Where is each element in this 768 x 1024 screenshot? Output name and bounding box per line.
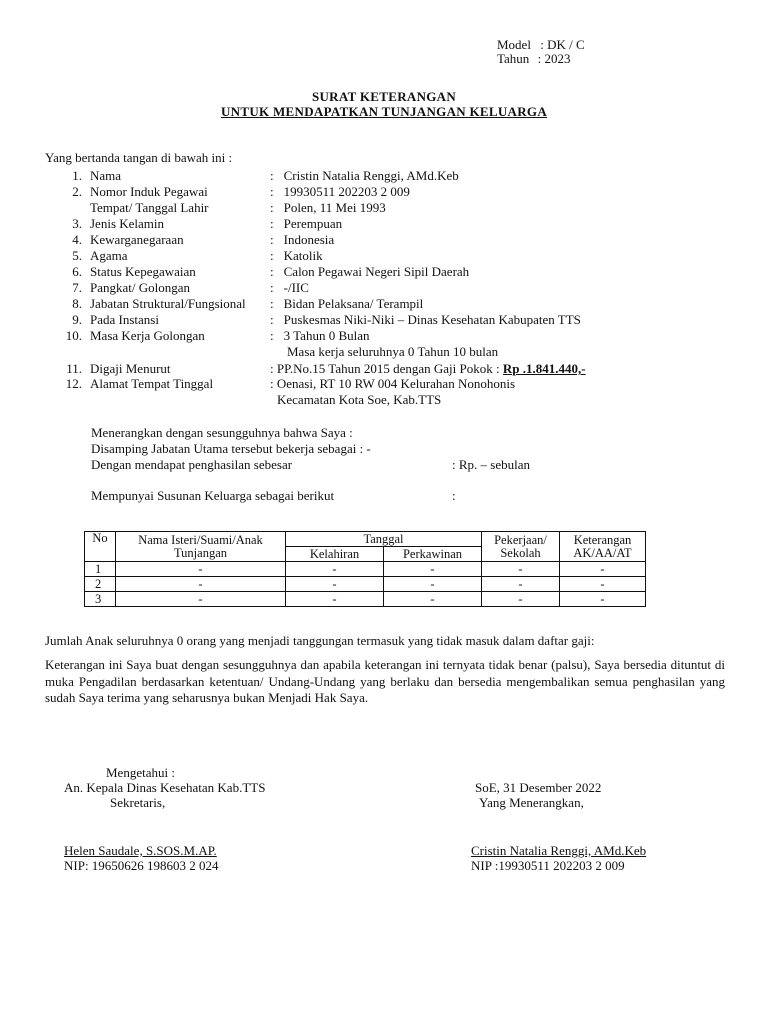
field-separator: : [270, 312, 274, 327]
table-cell: - [116, 592, 286, 607]
field-number: 3. [72, 216, 82, 231]
field-label: Jenis Kelamin [90, 216, 165, 231]
field-value-text: 19930511 202203 2 009 [283, 184, 410, 199]
sign-right-name: Cristin Natalia Renggi, AMd.Keb [471, 843, 647, 858]
field-row [0, 184, 768, 199]
field-value-text: Katolik [283, 248, 323, 263]
field-number: 4. [72, 232, 82, 247]
table-row [85, 592, 646, 607]
table-cell: - [482, 592, 560, 607]
field-value [270, 312, 581, 327]
header-no: No [85, 532, 116, 562]
statement-menerangkan: Menerangkan dengan sesungguhnya bahwa Saya : [91, 425, 353, 440]
field-label: Pada Instansi [90, 312, 159, 327]
table-cell: - [286, 562, 384, 577]
field-label: Kewarganegaraan [90, 232, 184, 247]
intro-text: Yang bertanda tangan di bawah ini : [45, 150, 233, 165]
field-row [0, 232, 768, 247]
field-number: 9. [72, 312, 82, 327]
sign-sekretaris: Sekretaris, [110, 795, 166, 810]
field-number: 7. [72, 280, 82, 295]
family-table [84, 531, 646, 607]
statement-disamping: Disamping Jabatan Utama tersebut bekerja sebagai : - [91, 441, 371, 456]
document-subtitle: UNTUK MENDAPATKAN TUNJANGAN KELUARGA [220, 104, 548, 119]
sign-role: Yang Menerangkan, [479, 795, 584, 810]
field-separator: : [270, 232, 274, 247]
tahun-line: Tahun : 2023 [497, 51, 571, 66]
field-value-text: 3 Tahun 0 Bulan [283, 328, 370, 343]
field-value-text: Polen, 11 Mei 1993 [283, 200, 386, 215]
field-separator: : [270, 248, 274, 263]
alamat-value: Oenasi, RT 10 RW 004 Kelurahan Nonohonis [276, 376, 516, 391]
header-keterangan: Keterangan AK/AA/AT [560, 532, 646, 562]
table-cell: 3 [85, 592, 116, 607]
field-number: 6. [72, 264, 82, 279]
field-value-text: -/IIC [283, 280, 309, 295]
field-number: 10. [65, 328, 82, 343]
sign-left-name: Helen Saudale, S.SOS.M.AP. [64, 843, 217, 858]
table-cell: - [482, 562, 560, 577]
field-value-text: Cristin Natalia Renggi, AMd.Keb [283, 168, 459, 183]
field-number: 1. [72, 168, 82, 183]
table-cell: - [482, 577, 560, 592]
field-row [0, 296, 768, 311]
field-row [0, 200, 768, 215]
sign-left-nip: NIP: 19650626 198603 2 024 [64, 858, 219, 873]
field-value [270, 216, 342, 231]
statement-penghasilan-value: : Rp. – sebulan [452, 457, 530, 472]
sign-place-date: SoE, 31 Desember 2022 [475, 780, 602, 795]
field-label: Pangkat/ Golongan [90, 280, 191, 295]
field-label: Nama [90, 168, 122, 183]
sign-right-nip: NIP :19930511 202203 2 009 [471, 858, 625, 873]
field-value [270, 328, 370, 343]
field-value-text: Bidan Pelaksana/ Terampil [283, 296, 424, 311]
table-cell: - [560, 577, 646, 592]
field-value [270, 296, 423, 311]
field-row [0, 328, 768, 343]
table-cell: - [286, 577, 384, 592]
field-number: 2. [72, 184, 82, 199]
gaji-pokok: Rp .1.841.440,- [502, 361, 586, 376]
header-perkawinan: Perkawinan [384, 547, 482, 562]
field-label: Nomor Induk Pegawai [90, 184, 208, 199]
field-value-text: Puskesmas Niki-Niki – Dinas Kesehatan Kabupaten TTS [283, 312, 581, 327]
table-cell: - [116, 562, 286, 577]
document-title: SURAT KETERANGAN [311, 89, 457, 104]
tahun-label: Tahun [497, 51, 530, 66]
table-cell: - [116, 577, 286, 592]
field-separator: : [270, 200, 274, 215]
header-nama: Nama Isteri/Suami/Anak Tunjangan [116, 532, 286, 562]
field-value-text: Indonesia [283, 232, 335, 247]
field-number: 5. [72, 248, 82, 263]
model-line: Model : DK / C [497, 37, 585, 52]
field-row [0, 280, 768, 295]
field-digaji: 11. Digaji Menurut : PP.No.15 Tahun 2015 dengan Gaji Pokok : Rp .1.841.440,- [66, 361, 586, 376]
sign-mengetahui: Mengetahui : [106, 765, 175, 780]
field-separator: : [270, 328, 274, 343]
statement-keluarga-value: : [452, 488, 456, 503]
field-alamat: 12. Alamat Tempat Tinggal : Oenasi, RT 10 RW 004 Kelurahan Nonohonis [65, 376, 516, 391]
field-value [270, 248, 323, 263]
sign-an-kepala: An. Kepala Dinas Kesehatan Kab.TTS [64, 780, 266, 795]
field-value [270, 280, 309, 295]
field-number: 8. [72, 296, 82, 311]
field-label: Status Kepegawaian [90, 264, 196, 279]
table-cell: - [560, 562, 646, 577]
table-cell: - [384, 592, 482, 607]
digaji-value: PP.No.15 Tahun 2015 dengan Gaji Pokok : [276, 361, 500, 376]
field-value [270, 184, 410, 199]
header-pekerjaan: Pekerjaan/ Sekolah [482, 532, 560, 562]
tahun-value: 2023 [544, 51, 571, 66]
field-row [0, 312, 768, 327]
statement-penghasilan-label: Dengan mendapat penghasilan sebesar [91, 457, 293, 472]
header-kelahiran: Kelahiran [286, 547, 384, 562]
field-row [0, 168, 768, 183]
table-cell: - [286, 592, 384, 607]
field-label: Masa Kerja Golongan [90, 328, 205, 343]
table-row [85, 562, 646, 577]
model-label: Model [497, 37, 531, 52]
table-cell: - [384, 577, 482, 592]
field-separator: : [270, 296, 274, 311]
table-cell: 1 [85, 562, 116, 577]
jumlah-anak: Jumlah Anak seluruhnya 0 orang yang menjadi tanggungan termasuk yang tidak masuk dalam daftar gaji: [45, 633, 595, 648]
field-row [0, 264, 768, 279]
field-value [270, 168, 459, 183]
field-label: Tempat/ Tanggal Lahir [90, 200, 209, 215]
field-separator: : [270, 280, 274, 295]
table-cell: - [384, 562, 482, 577]
field-value-text: Perempuan [283, 216, 343, 231]
table-cell: - [560, 592, 646, 607]
masa-kerja-total: Masa kerja seluruhnya 0 Tahun 10 bulan [287, 344, 499, 359]
field-separator: : [270, 168, 274, 183]
field-value [270, 264, 469, 279]
field-separator: : [270, 216, 274, 231]
field-label: Agama [90, 248, 128, 263]
model-value: DK / C [547, 37, 585, 52]
field-row [0, 216, 768, 231]
alamat-value-2: Kecamatan Kota Soe, Kab.TTS [277, 392, 442, 407]
field-value-text: Calon Pegawai Negeri Sipil Daerah [283, 264, 470, 279]
keterangan-paragraph: Keterangan ini Saya buat dengan sesungguhnya dan apabila keterangan ini ternyata tidak benar (palsu), Saya bersedia dituntut di muka Pengadilan berdasarkan ketentuan/ Undang-Undang yang berlaku dan bersedia mengembalikan semua penghasilan yang sudah Saya terima yang seharusnya bukan Menjadi Hak Saya. [45, 657, 725, 705]
table-row [85, 577, 646, 592]
table-cell: 2 [85, 577, 116, 592]
statement-keluarga-label: Mempunyai Susunan Keluarga sebagai berikut [91, 488, 335, 503]
field-separator: : [270, 184, 274, 199]
field-label: Jabatan Struktural/Fungsional [90, 296, 246, 311]
field-row [0, 248, 768, 263]
field-value [270, 200, 386, 215]
field-value [270, 232, 334, 247]
header-tanggal: Tanggal [286, 532, 482, 547]
field-separator: : [270, 264, 274, 279]
